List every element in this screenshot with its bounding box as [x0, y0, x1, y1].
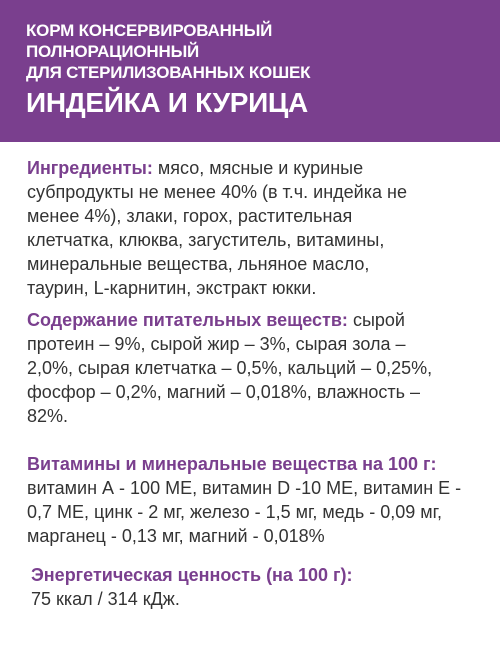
product-type-line-3: ДЛЯ СТЕРИЛИЗОВАННЫХ КОШЕК — [26, 63, 311, 82]
vitamins-heading: Витамины и минеральные вещества на 100 г: — [27, 454, 437, 474]
product-description — [27, 156, 482, 611]
nutrients-line-1 — [27, 308, 482, 332]
ingredients-text-3: менее 4%), злаки, горох, растительная — [27, 206, 353, 226]
vitamins-text-1: витамин А - 100 МЕ, витамин D -10 МЕ, витамин Е - — [27, 478, 462, 498]
nutrients-text-2: протеин – 9%, сырой жир – 3%, сырая зола – — [27, 334, 406, 354]
product-header — [0, 0, 500, 142]
product-flavor-title: ИНДЕЙКА И КУРИЦА — [26, 87, 308, 118]
nutrients-text-4: фосфор – 0,2%, магний – 0,018%, влажность – — [27, 382, 421, 402]
ingredients-heading: Ингредиенты: — [27, 158, 153, 178]
ingredients-section — [27, 156, 482, 300]
ingredients-text-2: субпродукты не менее 40% (в т.ч. индейка не — [27, 182, 407, 202]
ingredients-line-1 — [27, 156, 482, 180]
nutrients-heading: Содержание питательных веществ: — [27, 310, 348, 330]
vitamins-text-3: марганец - 0,13 мг, магний - 0,018% — [27, 526, 325, 546]
nutrients-text-5: 82%. — [27, 406, 69, 426]
product-type-line-1: КОРМ КОНСЕРВИРОВАННЫЙ — [26, 21, 273, 40]
ingredients-text-5: минеральные вещества, льняное масло, — [27, 254, 370, 274]
ingredients-text-6: таурин, L-карнитин, экстракт юкки. — [27, 278, 317, 298]
energy-section — [27, 563, 482, 611]
nutrients-text-3: 2,0%, сырая клетчатка – 0,5%, кальций – 0,25%, — [27, 358, 433, 378]
energy-heading: Энергетическая ценность (на 100 г): — [31, 565, 353, 585]
product-type-line-2: ПОЛНОРАЦИОННЫЙ — [26, 42, 200, 61]
energy-text-1: 75 ккал / 314 кДж. — [31, 589, 180, 609]
vitamins-text-2: 0,7 МЕ, цинк - 2 мг, железо - 1,5 мг, медь - 0,09 мг, — [27, 502, 443, 522]
ingredients-text-1: мясо, мясные и куриные — [152, 158, 364, 178]
vitamins-section — [27, 452, 482, 548]
nutrients-section — [27, 308, 482, 428]
ingredients-text-4: клетчатка, клюква, загуститель, витамины, — [27, 230, 385, 250]
nutrients-text-1: сырой — [347, 310, 405, 330]
